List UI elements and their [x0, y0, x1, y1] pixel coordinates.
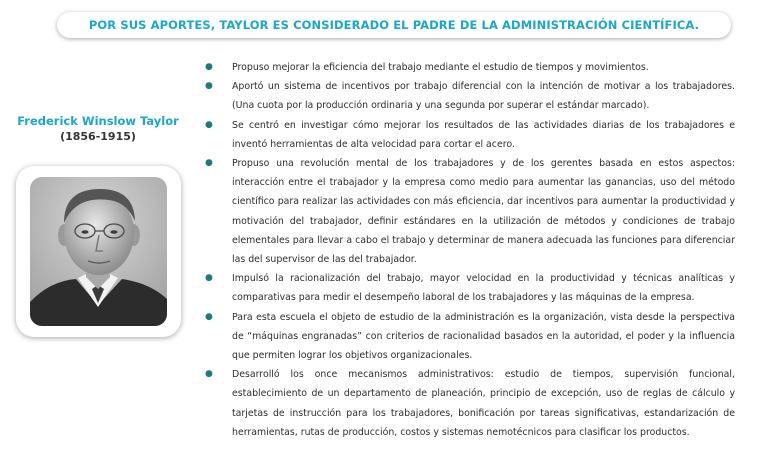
list-item: ● Desarrolló los once mecanismos administrativos: estudio de tiempos, supervisión funcional, establecimiento de un departamento de planeación, principio de excepción, uso de reglas de cálculo y tarjetas de instrucción para los trabajadores, bonificación por tareas significativas, estandarización de herramientas, rutas de producción, costos y sistemas nemotécnicos para clasificar los productos. — [205, 365, 735, 442]
person-years: (1856-1915) — [60, 130, 136, 143]
list-item: ● Se centró en investigar cómo mejorar los resultados de las actividades diarias de los trabajadores e inventó herramientas de alta velocidad para cortar el acero. — [205, 116, 735, 154]
list-item: ● Aportó un sistema de incentivos por trabajo diferencial con la intención de motivar a los trabajadores. (Una cuota por la producción ordinaria y una segunda por superar el estándar marcado). — [205, 77, 735, 115]
bullet-icon: ● — [205, 62, 213, 72]
bullet-icon: ● — [205, 311, 213, 322]
portrait-frame — [16, 166, 181, 337]
contributions-list — [205, 58, 735, 442]
list-item: ● Propuso mejorar la eficiencia del trabajo mediante el estudio de tiempos y movimientos. — [205, 58, 735, 77]
portrait-illustration — [30, 177, 167, 326]
list-item: ● Impulsó la racionalización del trabajo, mayor velocidad en la productividad y técnicas analíticas y comparativas para medir el desempeño laboral de los trabajadores y las máquinas de la empresa. — [205, 269, 735, 307]
portrait-photo — [30, 177, 167, 326]
page-title: POR SUS APORTES, TAYLOR ES CONSIDERADO EL PADRE DE LA ADMINISTRACIÓN CIENTÍFICA. — [88, 18, 700, 32]
bullet-icon: ● — [205, 119, 213, 130]
list-item: ● Para esta escuela el objeto de estudio de la administración es la organización, vista desde la perspectiva de “máquinas engranadas” con criterios de racionalidad basados en la autoridad, el poder y la influencia que permiten lograr los objetivos organizacionales. — [205, 308, 735, 366]
list-item: ● Propuso una revolución mental de los trabajadores y de los gerentes basada en estos aspectos: interacción entre el trabajador y la empresa como medio para aumentar las ganancias, uso del método científico para realizar las actividades con más eficiencia, dar incentivos para aumentar la productividad y motivación del trabajador, definir estándares en la utilización de métodos y condiciones de trabajo elementales para llevar a cabo el trabajo y determinar de manera adecuada las funciones para diferenciar las del supervisor de las del trabajador. — [205, 154, 735, 269]
person-name: Frederick Winslow Taylor — [17, 114, 179, 128]
bullet-icon: ● — [205, 81, 213, 92]
bullet-icon: ● — [205, 273, 213, 284]
title-banner — [57, 12, 731, 38]
person-caption — [10, 114, 186, 144]
bullet-icon: ● — [205, 158, 213, 169]
bullet-icon: ● — [205, 369, 213, 380]
